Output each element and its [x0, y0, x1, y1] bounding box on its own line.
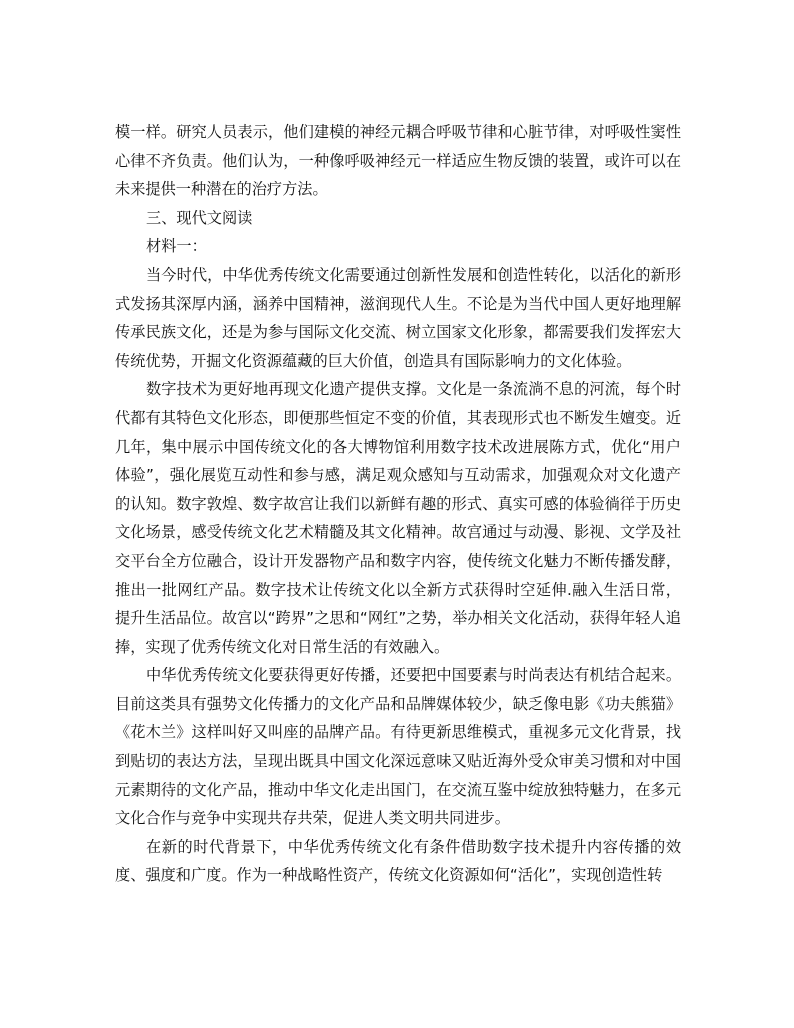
paragraph-1: 当今时代，中华优秀传统文化需要通过创新性发展和创造性转化，以活化的新形式发扬其深厚内涵，涵养中国精神，滋润现代人生。不论是为当代中国人更好地理解传承民族文化，还是为参与国际文化交流、树立国家文化形象，都需要我们发挥宏大传统优势，开掘文化资源蕴藏的巨大价值，创造具有国际影响力的文化体验。 — [115, 265, 681, 370]
material-label: 材料一： — [146, 237, 207, 256]
section-heading: 三、现代文阅读 — [146, 208, 253, 227]
paragraph-continuation: 模一样。研究人员表示，他们建模的神经元耦合呼吸节律和心脏节律，对呼吸性窦性心律不齐负责。他们认为，一种像呼吸神经元一样适应生物反馈的装置，或许可以在未来提供一种潜在的治疗方法。 — [115, 123, 681, 199]
paragraph-3: 中华优秀传统文化要获得更好传播，还要把中国要素与时尚表达有机结合起来。目前这类具有强势文化传播力的文化产品和品牌媒体较少，缺乏像电影《功夫熊猫》《花木兰》这样叫好又叫座的品牌产品。有待更新思维模式，重视多元文化背景，找到贴切的表达方法，呈现出既具中国文化深远意味又贴近海外受众审美习惯和对中国元素期待的文化产品，推动中华文化走出国门，在交流互鉴中绽放独特魅力，在多元文化合作与竞争中实现共存共荣，促进人类文明共同进步。 — [115, 666, 681, 828]
paragraph-2: 数字技术为更好地再现文化遗产提供支撑。文化是一条流淌不息的河流，每个时代都有其特色文化形态，即便那些恒定不变的价值，其表现形式也不断发生嬗变。近几年，集中展示中国传统文化的各大博物馆利用数字技术改进展陈方式，优化“用户体验”，强化展览互动性和参与感，满足观众感知与互动需求，加强观众对文化遗产的认知。数字敦煌、数字故宫让我们以新鲜有趣的形式、真实可感的体验徜徉于历史文化场景，感受传统文化艺术精髓及其文化精神。故宫通过与动漫、影视、文学及社交平台全方位融合，设计开发器物产品和数字内容，使传统文化魅力不断传播发酵，推出一批网红产品。数字技术让传统文化以全新方式获得时空延伸.融入生活日常，提升生活品位。故宫以“跨界”之思和“网红”之势，举办相关文化活动，获得年轻人追捧，实现了优秀传统文化对日常生活的有效融入。 — [115, 380, 681, 656]
paragraph-4: 在新的时代背景下，中华优秀传统文化有条件借助数字技术提升内容传播的效度、强度和广度。作为一种战略性资产，传统文化资源如何“活化”，实现创造性转 — [115, 837, 681, 885]
document-page — [115, 118, 681, 890]
